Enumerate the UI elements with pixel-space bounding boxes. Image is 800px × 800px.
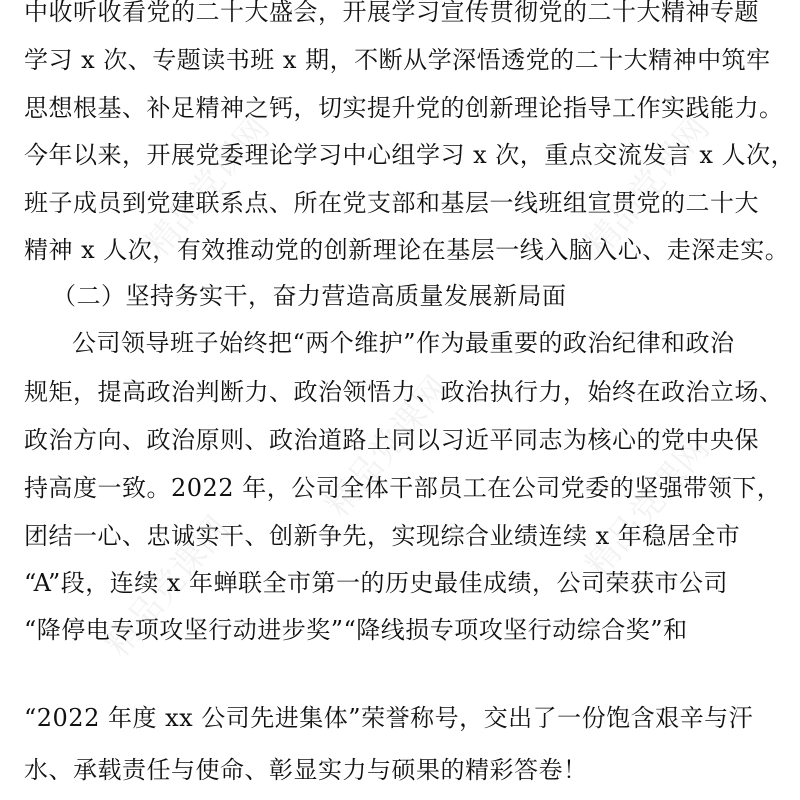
paragraph-line: 思想根基、补足精神之钙，切实提升党的创新理论指导工作实践能力。 <box>24 94 784 122</box>
paragraph-line: 学习 x 次、专题读书班 x 期，不断从学深悟透党的二十大精神中筑牢 <box>24 46 771 74</box>
watermark-text: 精品党课网 <box>577 428 718 585</box>
paragraph-line: 持高度一致。2022 年，公司全体干部员工在公司党委的坚强带领下， <box>24 474 782 502</box>
paragraph-line: 中收听收看党的二十大盛会，开展学习宣传贯彻党的二十大精神专题 <box>24 0 759 26</box>
paragraph-line: 班子成员到党建联系点、所在党支部和基层一线班组宣贯党的二十大 <box>24 189 759 217</box>
paragraph-line: 政治方向、政治原则、政治道路上同以习近平同志为核心的党中央保 <box>24 426 759 454</box>
paragraph-line: “2022 年度 xx 公司先进集体”荣誉称号，交出了一份饱含艰辛与汗 <box>24 704 754 732</box>
watermark-text: 精品党课网 <box>317 368 458 525</box>
watermark-text: 精品党课网 <box>137 108 278 265</box>
watermark-text: 精品党课网 <box>577 108 718 265</box>
section-heading: （二）坚持务实干，奋力营造高质量发展新局面 <box>52 282 567 310</box>
paragraph-line: “A”段，连续 x 年蝉联全市第一的历史最佳成绩，公司荣获市公司 <box>24 569 729 597</box>
paragraph-line: 规矩，提高政治判断力、政治领悟力、政治执行力，始终在政治立场、 <box>24 378 784 406</box>
paragraph-line: “降停电专项攻坚行动进步奖”“降线损专项攻坚行动综合奖”和 <box>24 616 688 644</box>
paragraph-line: 精神 x 人次，有效推动党的创新理论在基层一线入脑入心、走深走实。 <box>24 236 790 264</box>
paragraph-line: 公司领导班子始终把“两个维护”作为最重要的政治纪律和政治 <box>72 329 735 357</box>
watermark-text: 精品党课网 <box>97 508 238 665</box>
paragraph-line: 今年以来，开展党委理论学习中心组学习 x 次，重点交流发言 x 人次， <box>24 141 796 169</box>
paragraph-line: 水、承载责任与使命、彰显实力与硕果的精彩答卷！ <box>24 756 588 784</box>
paragraph-line: 团结一心、忠诚实干、创新争先，实现综合业绩连续 x 年稳居全市 <box>24 522 741 550</box>
